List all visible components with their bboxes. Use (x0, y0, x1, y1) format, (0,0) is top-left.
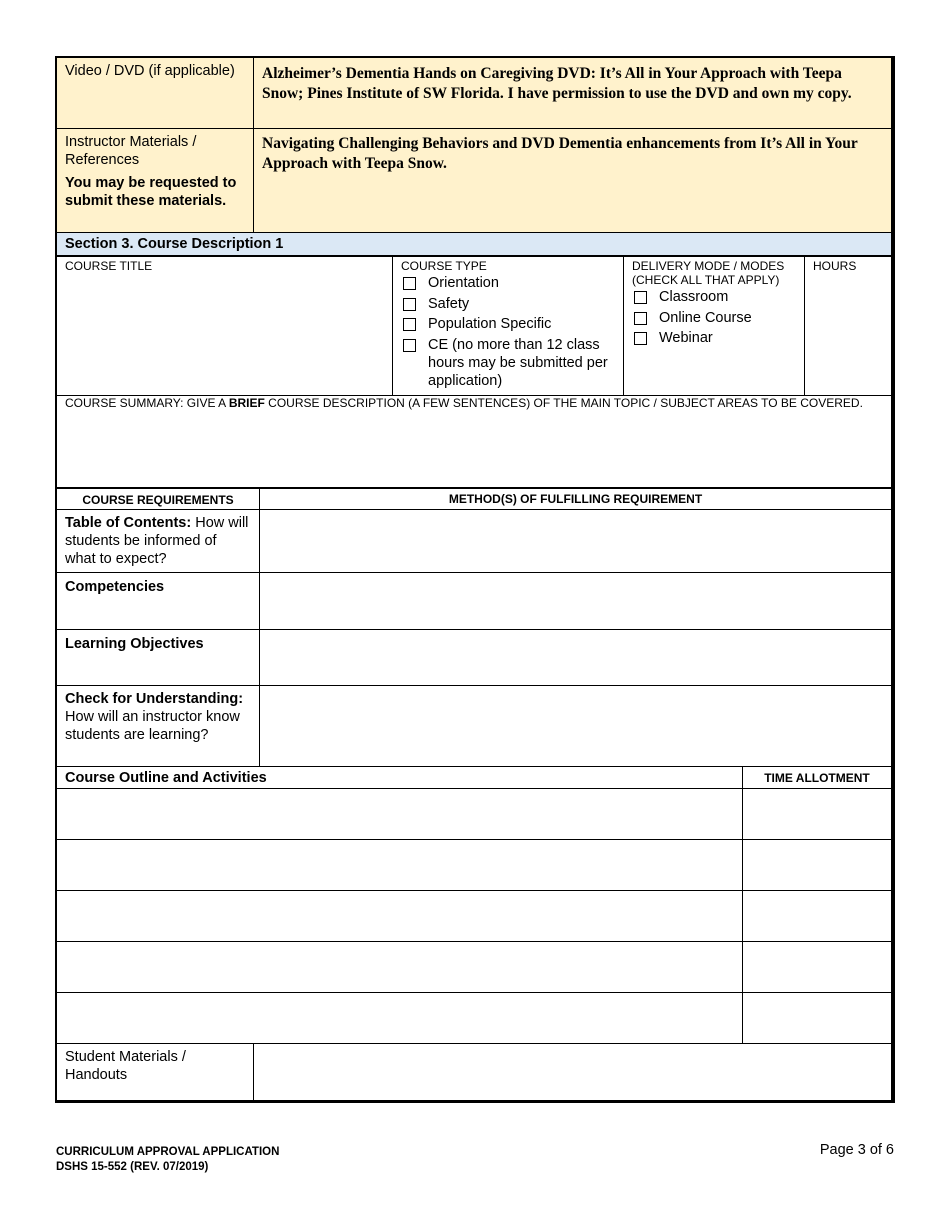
outline-time-field[interactable] (743, 840, 891, 890)
objectives-label: Learning Objectives (57, 630, 260, 685)
objectives-row (57, 630, 891, 686)
course-info-row (57, 257, 891, 396)
section-header (57, 233, 891, 257)
video-row (57, 58, 891, 129)
instructor-label: Instructor Materials / References (65, 134, 197, 168)
course-type-population-specific[interactable]: Population Specific (401, 314, 615, 335)
checkbox[interactable] (403, 298, 416, 311)
outline-row (57, 840, 891, 891)
check-label: Check for Understanding: How will an instructor know students are learning? (57, 686, 260, 766)
video-value: Alzheimer’s Dementia Hands on Caregiving DVD: It’s All in Your Approach with Teepa Snow; Pines Institute of SW Florida. I have permission to use the DVD and own my copy. (262, 65, 852, 102)
time-allotment-header: TIME ALLOTMENT (764, 771, 870, 785)
hours-label: HOURS (813, 259, 857, 273)
course-title-field[interactable] (57, 257, 393, 395)
instructor-label-cell (57, 129, 254, 232)
course-summary-field[interactable] (57, 396, 891, 489)
outline-row (57, 942, 891, 993)
course-type-ce[interactable]: CE (no more than 12 class hours may be submitted per application) (401, 335, 615, 390)
section-title: Section 3. Course Description 1 (65, 235, 284, 252)
video-label: Video / DVD (if applicable) (57, 58, 254, 128)
page-number: Page 3 of 6 (819, 1142, 894, 1158)
outline-activity-field[interactable] (57, 789, 743, 839)
outline-time-field[interactable] (743, 942, 891, 992)
course-summary-label: COURSE SUMMARY: GIVE A BRIEF COURSE DESCRIPTION (A FEW SENTENCES) OF THE MAIN TOPIC / SUBJECT AREAS TO BE COVERED. (65, 396, 863, 410)
requirements-header (57, 489, 891, 510)
checkbox[interactable] (634, 332, 647, 345)
requirements-col-header: COURSE REQUIREMENTS (57, 489, 260, 509)
outline-time-field[interactable] (743, 993, 891, 1043)
form-page (55, 56, 895, 1103)
course-title-label: COURSE TITLE (65, 259, 153, 273)
check-method-field[interactable] (260, 686, 891, 766)
check-row (57, 686, 891, 767)
footer-title: CURRICULUM APPROVAL APPLICATION (56, 1146, 280, 1158)
checkbox[interactable] (403, 339, 416, 352)
instructor-value: Navigating Challenging Behaviors and DVD Dementia enhancements from It’s All in Your Approach with Teepa Snow. (262, 135, 858, 172)
course-type-cell (393, 257, 624, 395)
outline-row (57, 891, 891, 942)
toc-row (57, 510, 891, 573)
outline-time-field[interactable] (743, 789, 891, 839)
delivery-webinar[interactable]: Webinar (632, 328, 796, 349)
outline-activity-field[interactable] (57, 891, 743, 941)
course-type-orientation[interactable]: Orientation (401, 273, 615, 294)
instructor-row (57, 129, 891, 233)
competencies-label: Competencies (57, 573, 260, 629)
competencies-method-field[interactable] (260, 573, 891, 629)
checkbox[interactable] (403, 318, 416, 331)
delivery-mode-label: DELIVERY MODE / MODES (CHECK ALL THAT APPLY) (632, 259, 785, 287)
delivery-mode-cell (624, 257, 805, 395)
outline-title: Course Outline and Activities (57, 767, 743, 788)
delivery-online-course[interactable]: Online Course (632, 308, 796, 329)
toc-method-field[interactable] (260, 510, 891, 572)
student-materials-field[interactable] (254, 1044, 891, 1100)
outline-time-field[interactable] (743, 891, 891, 941)
objectives-method-field[interactable] (260, 630, 891, 685)
course-type-label: COURSE TYPE (401, 259, 487, 273)
outline-activity-field[interactable] (57, 993, 743, 1043)
competencies-row (57, 573, 891, 630)
student-materials-label: Student Materials / Handouts (57, 1044, 254, 1100)
student-materials-row (57, 1044, 891, 1100)
footer-form-number: DSHS 15-552 (REV. 07/2019) (56, 1160, 209, 1173)
footer-form-id (56, 1145, 279, 1174)
course-type-safety[interactable]: Safety (401, 294, 615, 315)
outline-header (57, 767, 891, 789)
method-col-header: METHOD(S) OF FULFILLING REQUIREMENT (448, 491, 703, 506)
checkbox[interactable] (634, 312, 647, 325)
checkbox[interactable] (634, 291, 647, 304)
outline-row (57, 789, 891, 840)
hours-field[interactable] (805, 257, 891, 395)
outline-activity-field[interactable] (57, 942, 743, 992)
outline-row (57, 993, 891, 1044)
instructor-note: You may be requested to submit these materials. (65, 175, 237, 209)
checkbox[interactable] (403, 277, 416, 290)
delivery-classroom[interactable]: Classroom (632, 287, 796, 308)
toc-label: Table of Contents: How will students be informed of what to expect? (57, 510, 260, 572)
outline-activity-field[interactable] (57, 840, 743, 890)
